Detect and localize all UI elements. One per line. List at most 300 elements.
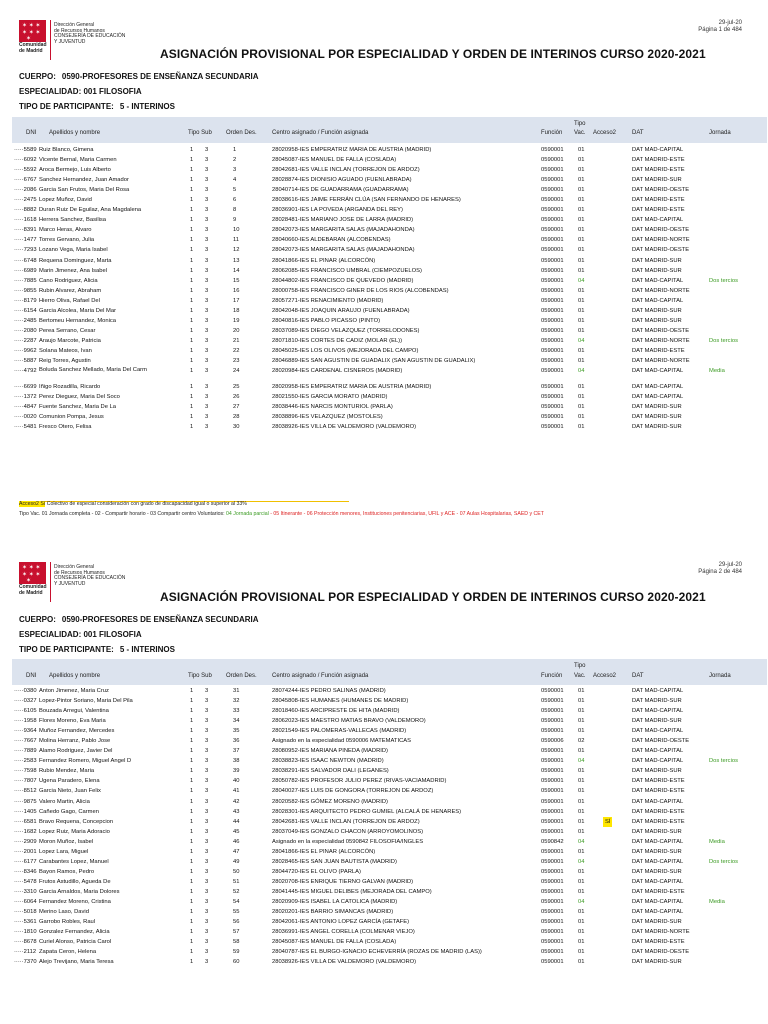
table-cell-tipo: 1 [190, 157, 194, 164]
table-cell-sub: 3 [205, 888, 209, 895]
table-cell-funcion: 0590001 [541, 257, 564, 264]
table-cell-name: Rubin Alvarez, Abraham [39, 287, 102, 294]
table-cell-tipo-vac: 01 [578, 327, 585, 334]
table-cell-name: Garcia Alcolea, Maria Del Mar [39, 307, 116, 314]
table-cell-centro: 28000758-IES FRANCISCO GINER DE LOS RIOS (ALCOBENDAS) [272, 287, 449, 294]
table-cell-tipo: 1 [190, 828, 194, 835]
table-cell-dat: DAT MADRID-SUR [632, 423, 682, 430]
table-cell-tipo: 1 [190, 788, 194, 795]
table-cell-dni: ·····9875 [14, 798, 37, 805]
table-cell-jornada: Dos tercios [709, 337, 738, 344]
table-cell-centro: 28038291-IES SALVADOR DALI (LEGANES) [272, 768, 389, 775]
document-title: ASIGNACIÓN PROVISIONAL POR ESPECIALIDAD Y ORDEN DE INTERINOS CURSO 2020-2021 [160, 47, 706, 61]
especialidad-line: ESPECIALIDAD: 001 FILOSOFIA [19, 630, 142, 639]
table-cell-tipo-vac: 01 [578, 808, 585, 815]
table-cell-orden: 49 [233, 858, 240, 865]
table-cell-centro: 28042681-IES VALLE INCLAN (TORREJON DE ARDOZ) [272, 167, 420, 174]
table-cell-tipo-vac: 01 [578, 939, 585, 946]
table-cell-tipo: 1 [190, 337, 194, 344]
table-cell-funcion: 0590001 [541, 167, 564, 174]
table-cell-dat: DAT MAD-CAPITAL [632, 383, 684, 390]
table-cell-sub: 3 [205, 949, 209, 956]
table-cell-sub: 3 [205, 798, 209, 805]
table-cell-dni: ·····4847 [14, 403, 37, 410]
table-cell-centro: 28020708-IES ENRIQUE TIERNO GALVAN (MADRID) [272, 878, 414, 885]
table-cell-dni: ·····8179 [14, 297, 37, 304]
table-row [12, 847, 767, 857]
table-cell-sub: 3 [205, 828, 209, 835]
table-cell-centro: 28038896-IES VELAZQUEZ (MOSTOLES) [272, 413, 383, 420]
table-cell-tipo: 1 [190, 798, 194, 805]
table-cell-name: Torres Gervano, Julia [39, 237, 95, 244]
table-cell-name: Fresco Otero, Felisa [39, 423, 92, 430]
table-cell-tipo: 1 [190, 698, 194, 705]
table-cell-name: Lopez Ruiz, Maria Adoracio [39, 828, 110, 835]
table-cell-dat: DAT MADRID-ESTE [632, 788, 685, 795]
table-cell-funcion: 0590001 [541, 237, 564, 244]
table-cell-tipo-vac: 01 [578, 423, 585, 430]
table-cell-tipo: 1 [190, 708, 194, 715]
table-cell-name: Curiel Alonso, Patricia Carol [39, 939, 112, 946]
table-row [12, 696, 767, 706]
table-cell-sub: 3 [205, 788, 209, 795]
table-cell-centro: 28041445-IES MIGUEL DELIBES (MEJORADA DEL CAMPO) [272, 888, 432, 895]
table-cell-centro: 28042681-IES VALLE INCLAN (TORREJON DE ARDOZ) [272, 818, 420, 825]
table-cell-tipo: 1 [190, 929, 194, 936]
table-cell-tipo: 1 [190, 909, 194, 916]
table-cell-dat: DAT MADRID-SUR [632, 413, 682, 420]
table-cell-centro: 28038446-IES NARCIS MONTURIOL (PARLA) [272, 403, 393, 410]
table-cell-orden: 43 [233, 808, 240, 815]
table-cell-tipo: 1 [190, 317, 194, 324]
table-row [12, 185, 767, 195]
table-cell-orden: 40 [233, 778, 240, 785]
table-cell-sub: 3 [205, 423, 209, 430]
table-cell-dni: ·····9855 [14, 287, 37, 294]
table-row [12, 346, 767, 356]
table-cell-funcion: 0590001 [541, 307, 564, 314]
table-cell-name: Bravo Requena, Concepcion [39, 818, 114, 825]
table-cell-orden: 51 [233, 878, 240, 885]
table-cell-orden: 20 [233, 327, 240, 334]
table-cell-tipo-vac: 01 [578, 217, 585, 224]
table-cell-sub: 3 [205, 327, 209, 334]
table-cell-sub: 3 [205, 858, 209, 865]
flag-stars-icon: ✶ ✶ ✶ ✶ ✶ ✶ ✶ [19, 20, 46, 42]
table-cell-funcion: 0590001 [541, 949, 564, 956]
table-cell-funcion: 0590001 [541, 368, 564, 375]
table-cell-sub: 3 [205, 287, 209, 294]
table-cell-name: Garrobo Robles, Raul [39, 919, 96, 926]
table-cell-orden: 35 [233, 728, 240, 735]
table-row [12, 706, 767, 716]
table-cell-tipo: 1 [190, 357, 194, 364]
table-cell-funcion: 0590001 [541, 423, 564, 430]
table-row [12, 165, 767, 175]
table-cell-sub: 3 [205, 247, 209, 254]
table-cell-sub: 3 [205, 959, 209, 966]
table-cell-sub: 3 [205, 909, 209, 916]
table-cell-name: Reig Torres, Agustin [39, 357, 91, 364]
table-cell-tipo-vac: 01 [578, 403, 585, 410]
table-cell-dni: ·····6748 [14, 257, 37, 264]
assignment-table [12, 686, 767, 967]
table-cell-funcion: 0590001 [541, 698, 564, 705]
table-cell-orden: 58 [233, 939, 240, 946]
table-cell-centro: 28018460-IES ARCIPRESTE DE HITA (MADRID) [272, 708, 400, 715]
table-cell-centro: 28020909-IES ISABEL LA CATOLICA (MADRID) [272, 898, 398, 905]
table-cell-dat: DAT MADRID-ESTE [632, 818, 685, 825]
footer-acceso: Acceso2 Sí Colectivo de especial consideración con grado de discapacidad igual o superior al 33% [19, 501, 247, 507]
table-cell-dni: ·····7293 [14, 247, 37, 254]
table-cell-centro: 28036991-IES ANGEL CORELLA (COLMENAR VIEJO) [272, 929, 415, 936]
table-cell-dat: DAT MAD-CAPITAL [632, 297, 684, 304]
table-cell-centro: 28062023-IES MAESTRO MATIAS BRAVO (VALDEMORO) [272, 718, 426, 725]
table-cell-dni: ·····0380 [14, 688, 37, 694]
table-cell-dat: DAT MAD-CAPITAL [632, 728, 684, 735]
table-row [12, 326, 767, 336]
table-cell-sub: 3 [205, 393, 209, 400]
table-row [12, 286, 767, 296]
table-cell-tipo-vac: 01 [578, 187, 585, 194]
table-row [12, 245, 767, 255]
table-cell-acceso2: SÍ [605, 818, 611, 825]
table-cell-name: Valero Martin, Alicia [39, 798, 90, 805]
table-cell-name: Marin Jimenez, Ana Isabel [39, 267, 107, 274]
table-cell-dni: ·····7667 [14, 738, 37, 745]
table-cell-dat: DAT MADRID-ESTE [632, 157, 685, 164]
table-cell-funcion: 0590001 [541, 898, 564, 905]
table-cell-name: Fernandez Moreno, Cristina [39, 898, 111, 905]
footer-legend: Tipo Vac. 01 Jornada completa - 02 - Compartir horario - 03 Compartir centro Voluntarios: 04 Jornada parcial - 05 Itinerante - 06 Protección menores, Instituciones penitenciarias, UFIL y ACE - 07 Aulas Hospitalarias, SAED y CET [19, 511, 544, 517]
table-row [12, 726, 767, 736]
table-cell-funcion: 0590001 [541, 888, 564, 895]
table-cell-centro: 28041866-IES EL PINAR (ALCORCÓN) [272, 848, 376, 855]
table-cell-centro: 28042048-IES JOAQUIN ARAUJO (FUENLABRADA) [272, 307, 410, 314]
table-cell-dat: DAT MAD-CAPITAL [632, 898, 684, 905]
table-cell-sub: 3 [205, 698, 209, 705]
table-cell-dat: DAT MADRID-OESTE [632, 247, 690, 254]
table-cell-dat: DAT MADRID-NORTE [632, 929, 690, 936]
table-cell-tipo-vac: 01 [578, 828, 585, 835]
table-row [12, 837, 767, 847]
table-cell-sub: 3 [205, 197, 209, 204]
table-cell-tipo-vac: 04 [578, 858, 585, 865]
table-cell-tipo-vac: 01 [578, 909, 585, 916]
table-cell-dat: DAT MADRID-SUR [632, 848, 682, 855]
table-cell-dat: DAT MADRID-OESTE [632, 227, 690, 234]
table-cell-dat: DAT MADRID-ESTE [632, 808, 685, 815]
table-cell-name: Frutos Astudillo, Agueda De [39, 878, 111, 885]
table-cell-jornada: Dos tercios [709, 277, 738, 284]
table-cell-centro: 28021550-IES GARCIA MORATO (MADRID) [272, 393, 388, 400]
table-cell-sub: 3 [205, 898, 209, 905]
table-cell-tipo: 1 [190, 939, 194, 946]
table-cell-tipo: 1 [190, 403, 194, 410]
table-cell-sub: 3 [205, 718, 209, 725]
table-cell-tipo-vac: 01 [578, 949, 585, 956]
table-cell-centro: 28040714-IES DE GUADARRAMA (GUADARRAMA) [272, 187, 409, 194]
table-row [12, 686, 767, 696]
table-row [12, 766, 767, 776]
table-cell-dat: DAT MADRID-OESTE [632, 187, 690, 194]
table-cell-tipo: 1 [190, 368, 194, 375]
table-cell-dni: ·····8882 [14, 207, 37, 214]
table-cell-orden: 52 [233, 888, 240, 895]
table-cell-orden: 10 [233, 227, 240, 234]
table-cell-orden: 38 [233, 758, 240, 765]
table-cell-sub: 3 [205, 738, 209, 745]
table-cell-tipo-vac: 04 [578, 277, 585, 284]
table-cell-tipo: 1 [190, 898, 194, 905]
table-cell-name: Gonzalez Fernandez, Alicia [39, 929, 110, 936]
table-cell-tipo-vac: 01 [578, 287, 585, 294]
document-title: ASIGNACIÓN PROVISIONAL POR ESPECIALIDAD Y ORDEN DE INTERINOS CURSO 2020-2021 [160, 590, 706, 604]
table-cell-dat: DAT MAD-CAPITAL [632, 878, 684, 885]
table-cell-name: Solana Mateos, Ivan [39, 347, 92, 354]
page-number: Página 2 de 484 [698, 569, 742, 575]
table-row [12, 225, 767, 235]
table-cell-name: Anton Jimenez, Maria Cruz [39, 688, 109, 694]
table-cell-sub: 3 [205, 337, 209, 344]
table-cell-dni: ·····5592 [14, 167, 37, 174]
table-cell-sub: 3 [205, 868, 209, 875]
table-cell-sub: 3 [205, 167, 209, 174]
table-cell-name: Ugena Paradero, Elena [39, 778, 100, 785]
table-cell-tipo: 1 [190, 878, 194, 885]
table-cell-dni: ·····7598 [14, 768, 37, 775]
table-cell-dni: ·····6767 [14, 177, 37, 184]
table-cell-sub: 3 [205, 277, 209, 284]
table-row [12, 175, 767, 185]
table-cell-sub: 3 [205, 728, 209, 735]
table-cell-dat: DAT MAD-CAPITAL [632, 909, 684, 916]
table-cell-dni: ·····5018 [14, 909, 37, 916]
table-cell-tipo: 1 [190, 728, 194, 735]
table-cell-orden: 28 [233, 413, 240, 420]
table-cell-dat: DAT MADRID-SUR [632, 257, 682, 264]
table-cell-dni: ·····2475 [14, 197, 37, 204]
table-row [12, 215, 767, 225]
especialidad-line: ESPECIALIDAD: 001 FILOSOFIA [19, 87, 142, 96]
table-cell-centro: 28038823-IES ISAAC NEWTON (MADRID) [272, 758, 384, 765]
table-cell-dni: ·····3310 [14, 888, 37, 895]
table-cell-dat: DAT MAD-CAPITAL [632, 688, 684, 694]
table-cell-tipo-vac: 01 [578, 267, 585, 274]
table-cell-dat: DAT MADRID-SUR [632, 698, 682, 705]
table-cell-dni: ·····7370 [14, 959, 37, 966]
table-cell-dni: ·····5589 [14, 147, 37, 153]
table-cell-tipo: 1 [190, 423, 194, 430]
table-cell-sub: 3 [205, 708, 209, 715]
table-cell-centro: 28050782-IES PROFESOR JULIO PEREZ (RIVAS-VACIAMADRID) [272, 778, 447, 785]
table-cell-sub: 3 [205, 297, 209, 304]
table-cell-tipo: 1 [190, 393, 194, 400]
table-cell-dat: DAT MADRID-SUR [632, 919, 682, 926]
table-cell-orden: 32 [233, 698, 240, 705]
table-cell-dni: ·····2583 [14, 758, 37, 765]
table-cell-tipo-vac: 01 [578, 347, 585, 354]
table-cell-centro: 28074244-IES PEDRO SALINAS (MADRID) [272, 688, 386, 694]
table-cell-centro: 28037049-IES GONZALO CHACON (ARROYOMOLINOS) [272, 828, 424, 835]
table-cell-tipo: 1 [190, 277, 194, 284]
table-cell-dni: ·····9364 [14, 728, 37, 735]
table-cell-name: Ruiz Blanco, Gimena [39, 147, 94, 153]
table-cell-name: Zapata Ceron, Helena [39, 949, 97, 956]
table-cell-tipo: 1 [190, 808, 194, 815]
table-cell-funcion: 0590001 [541, 828, 564, 835]
cuerpo-line: CUERPO: 0590-PROFESORES DE ENSEÑANZA SECUNDARIA [19, 615, 259, 624]
table-cell-sub: 3 [205, 778, 209, 785]
table-cell-dat: DAT MADRID-SUR [632, 317, 682, 324]
table-cell-dat: DAT MADRID-SUR [632, 267, 682, 274]
table-cell-dat: DAT MAD-CAPITAL [632, 393, 684, 400]
table-cell-funcion: 0590001 [541, 728, 564, 735]
table-cell-orden: 13 [233, 257, 240, 264]
table-cell-orden: 42 [233, 798, 240, 805]
table-cell-sub: 3 [205, 688, 209, 694]
table-cell-tipo-vac: 01 [578, 848, 585, 855]
table-cell-sub: 3 [205, 929, 209, 936]
table-cell-sub: 3 [205, 748, 209, 755]
table-cell-tipo-vac: 01 [578, 157, 585, 164]
table-row [12, 205, 767, 215]
table-cell-sub: 3 [205, 357, 209, 364]
table-cell-funcion: 0590001 [541, 788, 564, 795]
table-cell-centro: 28040816-IES PABLO PICASSO (PINTO) [272, 317, 381, 324]
table-cell-tipo-vac: 01 [578, 878, 585, 885]
table-cell-tipo: 1 [190, 383, 194, 390]
table-cell-funcion: 0590001 [541, 848, 564, 855]
table-cell-dat: DAT MAD-CAPITAL [632, 748, 684, 755]
table-cell-tipo-vac: 02 [578, 738, 585, 745]
table-cell-tipo-vac: 01 [578, 317, 585, 324]
table-cell-dni: ·····8346 [14, 868, 37, 875]
table-cell-tipo-vac: 01 [578, 868, 585, 875]
table-cell-dni: ·····2086 [14, 187, 37, 194]
table-row [12, 827, 767, 837]
table-cell-funcion: 0590001 [541, 778, 564, 785]
table-cell-dni: ·····7885 [14, 277, 37, 284]
table-cell-dat: DAT MADRID-SUR [632, 828, 682, 835]
table-cell-tipo-vac: 01 [578, 297, 585, 304]
table-cell-dat: DAT MAD-CAPITAL [632, 758, 684, 765]
table-cell-funcion: 0590001 [541, 327, 564, 334]
table-cell-dni: ·····2287 [14, 337, 37, 344]
table-row [12, 867, 767, 877]
table-cell-sub: 3 [205, 939, 209, 946]
table-cell-tipo: 1 [190, 307, 194, 314]
table-cell-name: Garcia Arnaldos, Maria Dolores [39, 888, 120, 895]
table-cell-dat: DAT MAD-CAPITAL [632, 217, 684, 224]
table-cell-orden: 8 [233, 207, 237, 214]
table-row [12, 887, 767, 897]
table-cell-centro: 28038926-IES VILLA DE VALDEMORO (VALDEMORO) [272, 959, 417, 966]
table-cell-dat: DAT MADRID-SUR [632, 959, 682, 966]
table-cell-tipo: 1 [190, 297, 194, 304]
table-cell-name: Lozano Vega, Maria Isabel [39, 247, 108, 254]
table-cell-sub: 3 [205, 413, 209, 420]
table-cell-funcion: 0590001 [541, 798, 564, 805]
table-cell-tipo: 1 [190, 177, 194, 184]
table-cell-name: Muñoz Fernandez, Mercedes [39, 728, 115, 735]
table-cell-tipo-vac: 01 [578, 768, 585, 775]
table-row [12, 937, 767, 947]
table-cell-orden: 2 [233, 157, 237, 164]
table-cell-dat: DAT MAD-CAPITAL [632, 277, 684, 284]
table-cell-orden: 44 [233, 818, 240, 825]
table-row [12, 877, 767, 887]
table-cell-dni: ·····7889 [14, 748, 37, 755]
table-cell-dni: ·····6581 [14, 818, 37, 825]
table-row [12, 897, 767, 907]
table-cell-funcion: 0590001 [541, 929, 564, 936]
table-cell-centro: 28028301-IES ARQUITECTO PEDRO GUMIEL (ALCALÁ DE HENARES) [272, 808, 462, 815]
table-cell-tipo-vac: 01 [578, 788, 585, 795]
table-cell-centro: 28020984-IES CARDENAL CISNEROS (MADRID) [272, 368, 403, 375]
table-cell-centro: 28020201-IES BARRIO SIMANCAS (MADRID) [272, 909, 394, 916]
table-cell-dat: DAT MADRID-ESTE [632, 197, 685, 204]
table-row [12, 817, 767, 827]
table-cell-name: Requena Dominguez, Marta [39, 257, 112, 264]
table-cell-orden: 18 [233, 307, 240, 314]
table-cell-funcion: 0590001 [541, 748, 564, 755]
table-cell-orden: 56 [233, 919, 240, 926]
table-cell-orden: 11 [233, 237, 240, 244]
org-name: Dirección General de Recursos Humanos CONSEJERÍA DE EDUCACIÓN Y JUVENTUD [54, 564, 126, 587]
table-cell-dni: ·····6989 [14, 267, 37, 274]
table-cell-funcion: 0590001 [541, 959, 564, 966]
table-cell-tipo-vac: 01 [578, 413, 585, 420]
table-cell-dni: ·····9962 [14, 347, 37, 354]
table-cell-centro: 28042073-IES MARGARITA SALAS (MAJADAHONDA) [272, 227, 415, 234]
table-cell-dat: DAT MADRID-NORTE [632, 287, 690, 294]
table-cell-dat: DAT MADRID-SUR [632, 768, 682, 775]
table-row [12, 907, 767, 917]
table-cell-name: Perez Dieguez, Maria Del Soco [39, 393, 120, 400]
table-row [12, 756, 767, 766]
table-row [12, 746, 767, 756]
table-cell-orden: 45 [233, 828, 240, 835]
table-cell-orden: 25 [233, 383, 240, 390]
table-cell-tipo: 1 [190, 888, 194, 895]
table-row [12, 195, 767, 205]
table-cell-centro: 28028874-IES DIONISIO AGUADO (FUENLABRADA) [272, 177, 412, 184]
table-cell-sub: 3 [205, 878, 209, 885]
table-cell-name: Boluda Sanchez Mellado, Maria Del Carm [39, 367, 147, 374]
table-cell-centro: 28041866-IES EL PINAR (ALCORCÓN) [272, 257, 376, 264]
table-row [12, 266, 767, 276]
table-cell-funcion: 0590001 [541, 187, 564, 194]
table-cell-tipo: 1 [190, 187, 194, 194]
cuerpo-line: CUERPO: 0590-PROFESORES DE ENSEÑANZA SECUNDARIA [19, 72, 259, 81]
table-row [12, 716, 767, 726]
page-meta [698, 562, 742, 576]
table-cell-funcion: 0590001 [541, 317, 564, 324]
table-cell-sub: 3 [205, 383, 209, 390]
table-cell-dni: ·····2112 [14, 949, 37, 956]
table-cell-orden: 23 [233, 357, 240, 364]
table-cell-dni: ·····6699 [14, 383, 37, 390]
table-cell-sub: 3 [205, 237, 209, 244]
table-cell-orden: 27 [233, 403, 240, 410]
table-header: DNI Apellidos y nombre Tipo Sub Orden Des. Centro asignado / Función asignada Función Tipo Vac. Acceso2 DAT Jornada [12, 117, 767, 143]
table-cell-tipo-vac: 01 [578, 167, 585, 174]
table-cell-funcion: 0590001 [541, 758, 564, 765]
table-cell-dat: DAT MADRID-ESTE [632, 939, 685, 946]
participante-line: TIPO DE PARTICIPANTE: 5 - INTERINOS [19, 102, 175, 111]
table-cell-dni: ·····0327 [14, 698, 37, 705]
